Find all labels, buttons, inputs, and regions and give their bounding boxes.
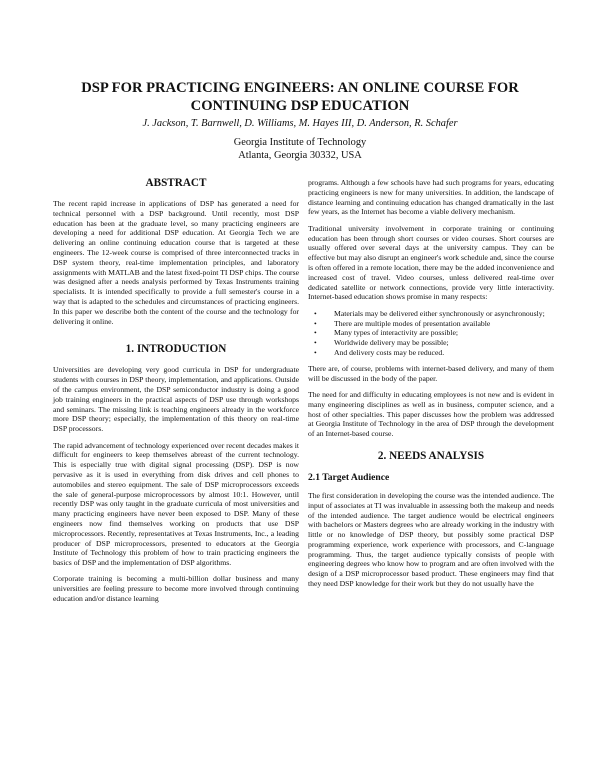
abstract-text: The recent rapid increase in applications of DSP has generated a need for technical personnel with a DSP background. Until recently, most DSP education has been at the graduate level, so many practicing engineers are developing a need for additional DSP education. At Georgia Tech we are delivering an online continuing education course that is targeted at these engineers. The 12-week course is comprised of three interconnected tracks in DSP system theory, real-time implementation principles, and laboratory assignments with MATLAB and the latest fixed-point TI DSP chips. The course was designed after a needs analysis performed by Texas Instruments training specialists. It is intended specifically to provide a full semester's course in a way that is adapted to the schedules and circumstances of practicing engineers. In this paper we describe both the content of the course and the technology for delivering it online. <box>53 199 299 326</box>
list-item: • And delivery costs may be reduced. <box>314 347 445 357</box>
intro-paragraph-2: The rapid advancement of technology experienced over recent decades makes it difficult for engineers to keep themselves abreast of the current technology. This is especially true with digital signal processing (DSP). DSP is now pervasive as it is used in everything from disk drives and cell phones to automobiles and stereo equipment. The sale of DSP microprocessors exceeds the sale of general-purpose microprocessors by almost 10:1. However, until recently DSP was only taught in the graduate curricula of most universities and many practicing engineers have never been exposed to DSP. Many of these engineers now find themselves working on products that use DSP microprocessors. Recently, representatives at Texas Instruments, Inc., a leading producer of DSP microprocessors, presented to educators at the Georgia Institute of Technology this problem of how to train practicing engineers the basics of DSP and the implementation of DSP algorithms. <box>53 440 299 568</box>
author-list: J. Jackson, T. Barnwell, D. Williams, M. Hayes III, D. Anderson, R. Schafer <box>142 118 458 129</box>
intro-paragraph-7: The need for and difficulty in educating employees is not new and is evident in many engineering disciplines as well as in business, computer science, and a host of other specialties. This paper discusses how the problem was addressed at Georgia Institute of Technology in the area of DSP through the development of an Internet-based course. <box>308 389 554 439</box>
bullet-icon: • <box>314 328 317 338</box>
intro-paragraph-6: There are, of course, problems with internet-based delivery, and many of them will be discussed in the body of the paper. <box>308 363 554 383</box>
list-item: • There are multiple modes of presentation available <box>314 318 491 328</box>
bullet-icon: • <box>314 308 317 318</box>
target-audience-paragraph: The first consideration in developing the course was the intended audience. The input of associates at TI was invaluable in assessing both the makeup and needs of the intended audience. The target audience would be electrical engineers with bachelors or Masters degrees who are already working in the industry with little or no knowledge of DSP theory, but possibly some practical DSP programming experience, work experience with processors, and C-language programming. Thus, the target audience typically consists of people with engineering degrees who know how to program and are often involved with the design of a DSP microprocessor based product. These engineers may find that they need DSP knowledge for their work but they do not usually have the <box>308 490 554 589</box>
intro-paragraph-3: Corporate training is becoming a multi-billion dollar business and many universities are feeling pressure to become more involved through continuing education and/or distance learning <box>53 574 299 604</box>
bullet-icon: • <box>314 347 317 357</box>
list-item: • Materials may be delivered either synchronously or asynchronously; <box>314 308 545 318</box>
benefits-list <box>308 309 554 358</box>
list-item: • Worldwide delivery may be possible; <box>314 338 449 348</box>
bullet-icon: • <box>314 338 317 348</box>
introduction-heading: 1. INTRODUCTION <box>125 343 227 356</box>
institution-location: Atlanta, Georgia 30332, USA <box>238 150 362 161</box>
paper-title: DSP FOR PRACTICING ENGINEERS: AN ONLINE COURSE FOR CONTINUING DSP EDUCATION <box>81 80 519 114</box>
intro-paragraph-1: Universities are developing very good curricula in DSP for undergraduate students with courses in DSP theory, implementation, and applications. Outside of the campus environment, the DSP semiconductor industry is doing a good job training engineers in the practical aspects of DSP use through workshops and seminars. The missing link is teaching engineers already in the workforce more DSP theory; especially, the implementation of this theory on real-time DSP processors. <box>53 365 299 434</box>
left-column <box>53 176 299 610</box>
abstract-heading: ABSTRACT <box>145 177 207 189</box>
affiliation <box>60 136 540 162</box>
target-audience-heading: 2.1 Target Audience <box>308 471 390 483</box>
needs-analysis-heading: 2. NEEDS ANALYSIS <box>377 449 485 462</box>
intro-paragraph-4: programs. Although a few schools have had such programs for years, educating practicing engineers is new for many universities. In addition, the landscape of distance learning and continuing education has changed dramatically in the last few years, as the Internet has become a viable delivery mechanism. <box>308 178 554 217</box>
right-column <box>308 178 554 595</box>
institution-name: Georgia Institute of Technology <box>233 137 367 148</box>
list-item: • Many types of interactivity are possible; <box>314 328 459 338</box>
intro-paragraph-5: Traditional university involvement in corporate training or continuing education has been through short courses or video courses. Short courses are usually offered over several days at the university campus. They can be effective but may also disrupt an engineer's work schedule and, since the course is often offered in a remote location, there may be the added inconvenience and increased cost of travel. Video courses, unless delivered real-time over dedicated satellite or network connections, provide very little interactivity. Internet-based education shows promise in many respects: <box>308 223 554 302</box>
bullet-icon: • <box>314 318 317 328</box>
